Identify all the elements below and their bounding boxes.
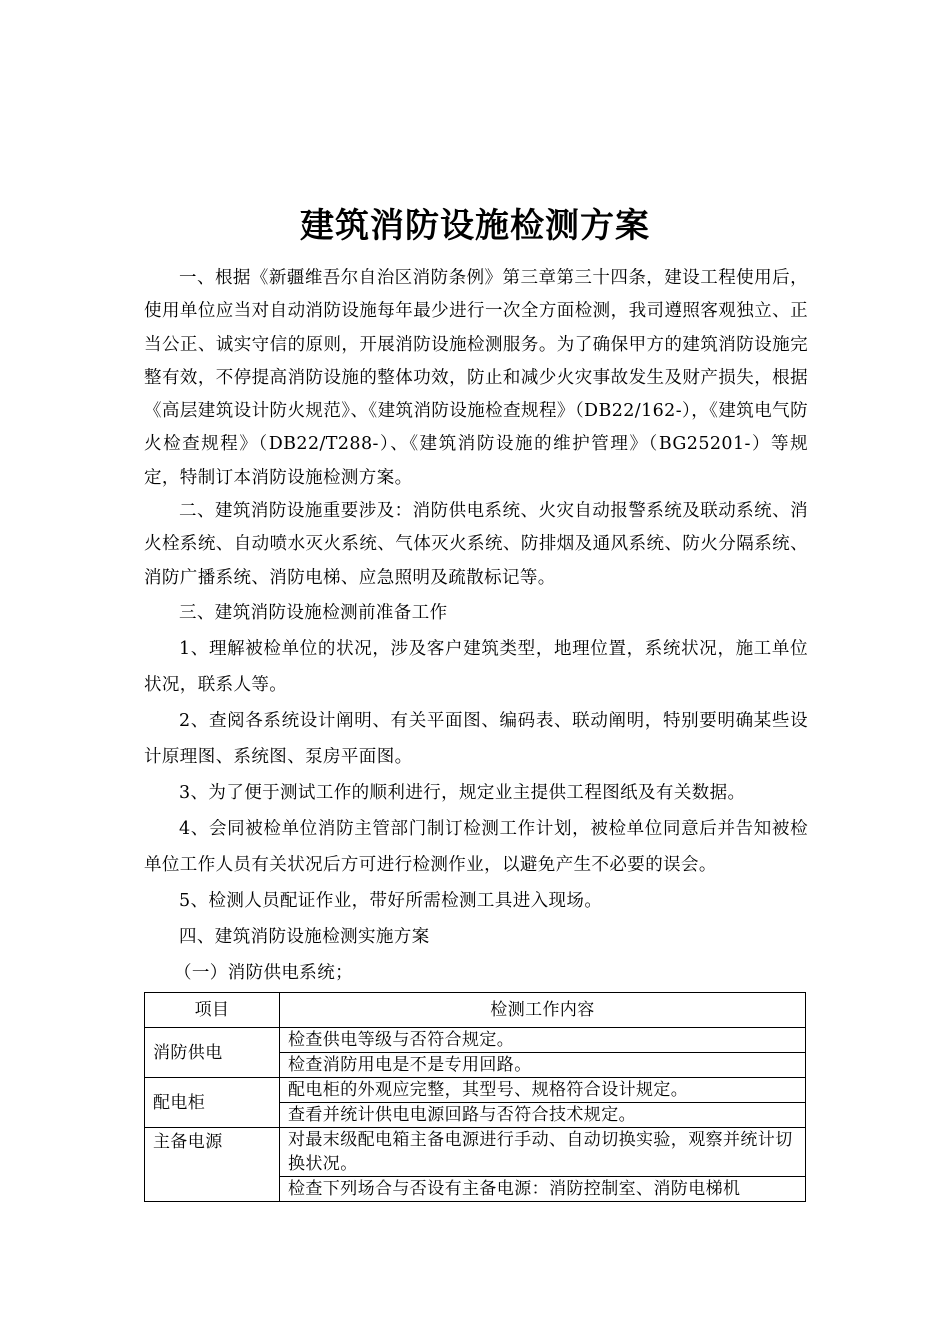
header-item: 项目 (145, 993, 280, 1028)
content-cell: 检查下列场合与否设有主备电源：消防控制室、消防电梯机 (280, 1177, 806, 1202)
document-title: 建筑消防设施检测方案 (300, 206, 650, 246)
content-cell: 配电柜的外观应完整，其型号、规格符合设计规定。 (280, 1078, 806, 1103)
table-row (145, 1128, 806, 1177)
section-four-heading: 四、建筑消防设施检测实施方案 (179, 926, 430, 947)
content-cell: 查看并统计供电电源回路与否符合技术规定。 (280, 1103, 806, 1128)
prep-item-5: 5、检测人员配证作业，带好所需检测工具进入现场。 (179, 890, 603, 911)
content-cell: 对最末级配电箱主备电源进行手动、自动切换实验，观察并统计切换状况。 (280, 1128, 806, 1177)
intro-section (144, 262, 808, 991)
sub-heading-power-supply: （一）消防供电系统； (174, 962, 353, 983)
paragraph-prep-heading: 三、建筑消防设施检测前准备工作 (179, 602, 448, 623)
table-row (145, 1078, 806, 1103)
paragraph-basis: 一、根据《新疆维吾尔自治区消防条例》第三章第三十四条，建设工程使用后，使用单位应当对自动消防设施每年最少进行一次全方面检测，我司遵照客观独立、正当公正、诚实守信的原则，开展消防设施检测服务。为了确保甲方的建筑消防设施完整有效，不停提高消防设施的整体功效，防止和减少火灾事故发生及财产损失，根据《高层建筑设计防火规范》、《建筑消防设施检查规程》（DB22/162-），《建筑电气防火检查规程》（DB22/T288-）、《建筑消防设施的维护管理》（BG25201-）等规定，特制订本消防设施检测方案。 (144, 268, 808, 488)
table-header-row (145, 993, 806, 1028)
content-cell: 检查供电等级与否符合规定。 (280, 1028, 806, 1053)
paragraph-scope: 二、建筑消防设施重要涉及：消防供电系统、火灾自动报警系统及联动系统、消火栓系统、自动喷水灭火系统、气体灭火系统、防排烟及通风系统、防火分隔系统、消防广播系统、消防电梯、应急照明及疏散标记等。 (144, 501, 808, 588)
item-cell: 主备电源 (145, 1128, 280, 1202)
prep-item-4: 4、会同被检单位消防主管部门制订检测工作计划，被检单位同意后并告知被检单位工作人员有关状况后方可进行检测作业，以避免产生不必要的误会。 (144, 818, 808, 875)
header-content: 检测工作内容 (280, 993, 806, 1028)
item-cell: 消防供电 (145, 1028, 280, 1078)
table-row (145, 1028, 806, 1053)
prep-item-3: 3、为了便于测试工作的顺利进行，规定业主提供工程图纸及有关数据。 (179, 782, 746, 803)
prep-item-2: 2、查阅各系统设计阐明、有关平面图、编码表、联动阐明，特别要明确某些设计原理图、系统图、泵房平面图。 (144, 710, 808, 767)
item-cell: 配电柜 (145, 1078, 280, 1128)
inspection-table (144, 992, 806, 1202)
content-cell: 检查消防用电是不是专用回路。 (280, 1053, 806, 1078)
prep-item-1: 1、理解被检单位的状况，涉及客户建筑类型，地理位置，系统状况，施工单位状况，联系人等。 (144, 638, 808, 695)
